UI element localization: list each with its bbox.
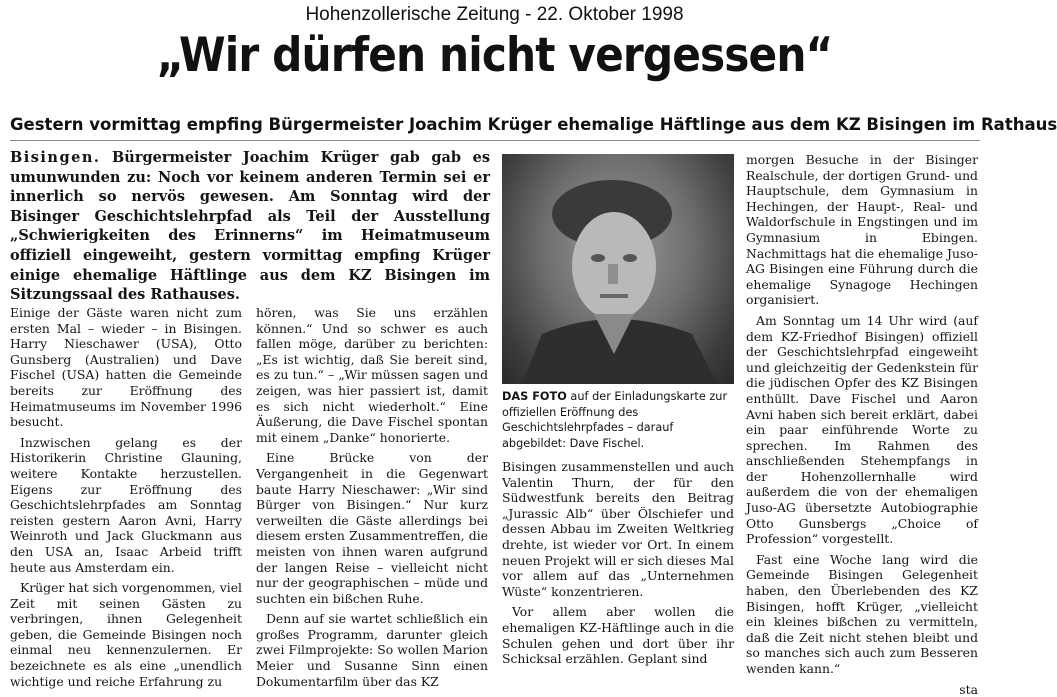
paragraph: Am Sonntag um 14 Uhr wird (auf dem KZ-Friedhof Bisingen) offiziell der Geschichtslehrpfad eingeweiht und gleichzeitig der Gedenkstein für die jüdischen Opfer des KZ Bisingen enthüllt. Dave Fischel und Aaron Avni haben sich bereit erklärt, dabei ein paar einführende Worte zu sprechen. Im Rahmen des anschließenden Stehempfangs in der Hohenzollernhalle wird außerdem die von der ehemaligen Juso-AG übersetzte Autobiographie Otto Gunsbergs „Choice of Profession“ vorgestellt. — [746, 312, 978, 547]
lead-paragraph — [10, 148, 490, 305]
portrait-photo — [502, 154, 734, 384]
caption-lead: DAS FOTO — [502, 390, 567, 403]
portrait-illustration — [502, 154, 734, 384]
paragraph: Eine Brücke von der Vergangenheit in die Gegenwart baute Harry Nieschawer: „Wir sind Bürger von Bisingen.“ Nur kurz verweilten die Gäste allerdings bei diesem ersten Zusammentreffen, die meisten von ihnen waren aufgrund der langen Reise – vielleicht nicht nur der geographischen – müde und suchten ein bißchen Ruhe. — [256, 450, 488, 606]
photo-caption — [502, 389, 734, 451]
paragraph: Krüger hat sich vorgenommen, viel Zeit mit seinen Gästen zu verbringen, ihnen Gelegenheit geben, die Gemeinde Bisingen noch einmal neu kennenzulernen. Er bezeichnete es als eine „unendlich wichtige und reiche Erfahrung zu — [10, 580, 242, 689]
paragraph: Inzwischen gelang es der Historikerin Christine Glauning, weitere Kontakte herzustellen. Eigens zur Eröffnung des Geschichtslehrpfades am Sonntag reisten gestern Aaron Avni, Harry Weinroth und Jack Gluckmann aus den USA an, Isaac Arbeid trifft heute aus Amsterdam ein. — [10, 434, 242, 575]
paragraph: morgen Besuche in der Bisinger Realschule, der dortigen Grund- und Hauptschule, dem Gymnasium in Hechingen, der Haupt-, Real- und Waldorfschule in Engstingen und im Gymnasium in Ebingen. Nachmittags hat die ehemalige Juso-AG Bisingen eine Führung durch die ehemalige Synagoge Hechingen organisiert. — [746, 152, 978, 308]
paragraph: Vor allem aber wollen die ehemaligen KZ-Häftlinge auch in die Schulen gehen und dort über ihr Schicksal erzählen. Geplant sind — [502, 604, 734, 667]
paragraph: Bisingen zusammenstellen und auch Valentin Thurn, der für den Südwestfunk bereits den Beitrag „Jurassic Alb“ über Ölschiefer und dessen Abbau im Zweiten Weltkrieg drehte, ist wieder vor Ort. In einem neuen Projekt will er sich dieses Mal vor allem auf das „Unternehmen Wüste“ konzentrieren. — [502, 459, 734, 599]
headline: „Wir dürfen nicht vergessen“ — [156, 28, 833, 83]
caption-text: auf der Einladungskarte zur offiziellen Eröffnung des Geschichtslehrpfades – darauf abgebildet: Dave Fischel. — [502, 390, 728, 450]
paragraph: Denn auf sie wartet schließlich ein großes Programm, darunter gleich zwei Filmprojekte: So wollen Marion Meier und Susanne Sinn einen Dokumentarfilm über das KZ — [256, 611, 488, 689]
source-line: Hohenzollerische Zeitung - 22. Oktober 1998 — [305, 4, 684, 25]
subheadline: Gestern vormittag empfing Bürgermeister Joachim Krüger ehemalige Häftlinge aus dem KZ Bisingen im Rathaus — [10, 115, 1057, 134]
article-column-4 — [746, 152, 978, 697]
article-column-1 — [10, 305, 242, 689]
lead-text: Bürgermeister Joachim Krüger gab gab es umunwunden zu: Noch vor keinem anderen Termin sei er innerlich so nervös gewesen. Am Sonntag wird der Bisinger Geschichtslehrpfad als Teil der Ausstellung „Schwierigkeiten des Erinnerns“ im Heimatmuseum offiziell eingeweiht, gestern vormittag empfing Krüger einige ehemalige Häftlinge aus dem KZ Bisingen im Sitzungssaal des Rathauses. — [10, 149, 490, 304]
lead-place: Bisingen. — [10, 149, 101, 166]
article-column-2 — [256, 305, 488, 689]
divider — [10, 140, 980, 141]
byline: sta — [959, 681, 978, 697]
paragraph: hören, was Sie uns erzählen können.“ Und so schwer es auch fallen möge, darüber zu berichten: „Es ist wichtig, daß Sie bereit sind, es zu tun.“ – „Wir müssen sagen und zeigen, was hier passiert ist, damit es sich nicht wiederholt.“ Eine Äußerung, die Dave Fischel spontan mit einem „Danke“ honorierte. — [256, 305, 488, 445]
paragraph: Einige der Gäste waren nicht zum ersten Mal – wieder – in Bisingen. Harry Nieschawer (USA), Otto Gunsberg (Australien) und Dave Fischel (USA) hatten die Gemeinde bereits zur Eröffnung des Heimatmuseums im November 1996 besucht. — [10, 305, 242, 430]
article-column-3 — [502, 459, 734, 667]
paragraph: Fast eine Woche lang wird die Gemeinde Bisingen Gelegenheit haben, den Überlebenden des KZ Bisingen, hofft Krüger, „vielleicht ein kleines bißchen zu vermitteln, daß die Zeit nicht stehen bleibt und so manches sich auch zum Besseren wenden kann.“ — [746, 551, 978, 676]
